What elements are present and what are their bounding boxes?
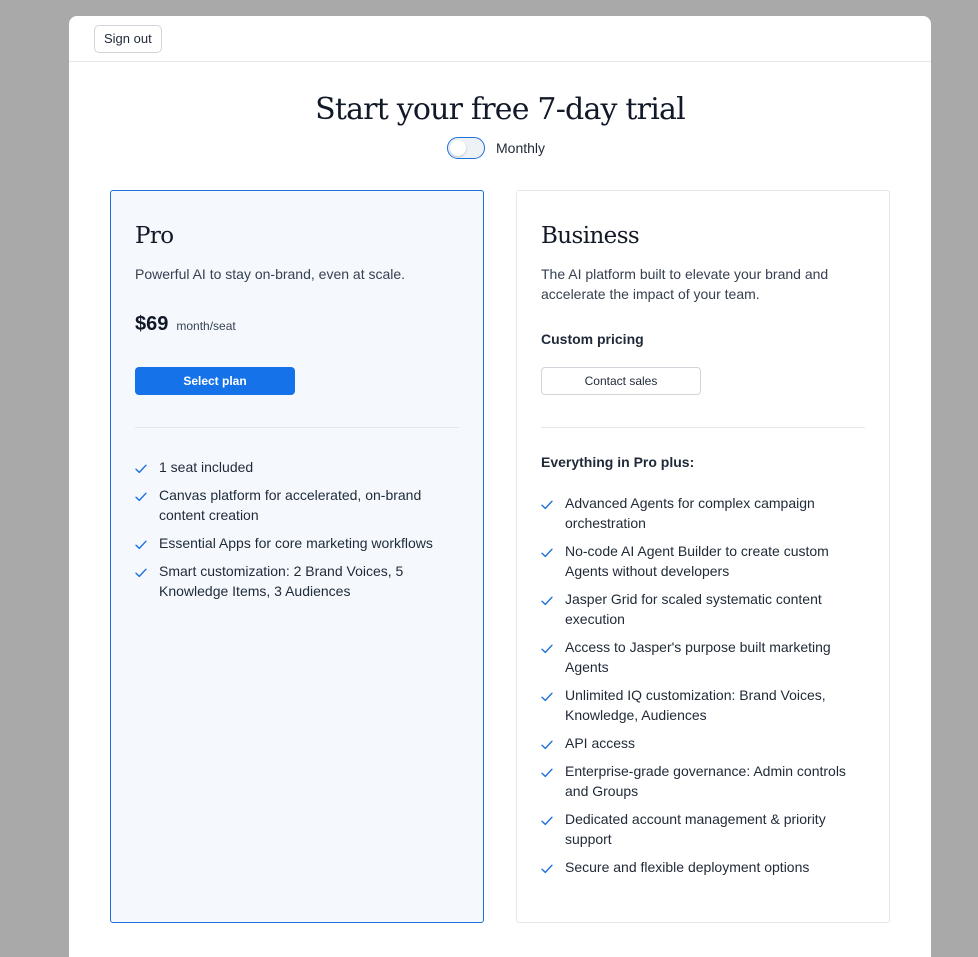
check-icon	[135, 561, 159, 581]
check-icon	[135, 533, 159, 553]
feature-item	[541, 541, 865, 581]
feature-item	[135, 457, 459, 477]
plan-card-pro	[110, 190, 484, 923]
trial-modal	[69, 16, 931, 957]
check-icon	[541, 685, 565, 705]
check-icon	[135, 485, 159, 505]
modal-header	[69, 16, 931, 62]
feature-text: Secure and flexible deployment options	[565, 859, 810, 875]
divider	[541, 427, 865, 428]
custom-pricing-label: Custom pricing	[541, 331, 644, 347]
feature-text: Essential Apps for core marketing workflows	[159, 535, 433, 551]
feature-text: Smart customization: 2 Brand Voices, 5 Knowledge Items, 3 Audiences	[159, 563, 404, 599]
feature-item	[135, 561, 459, 601]
sign-out-button[interactable]: Sign out	[94, 25, 162, 53]
feature-item	[135, 485, 459, 525]
feature-item	[541, 685, 865, 725]
feature-text: Advanced Agents for complex campaign orchestration	[565, 495, 815, 531]
feature-text: Unlimited IQ customization: Brand Voices, Knowledge, Audiences	[565, 687, 826, 723]
check-icon	[541, 637, 565, 657]
billing-toggle[interactable]	[447, 137, 485, 159]
page-title: Start your free 7-day trial	[315, 92, 685, 127]
feature-item	[541, 589, 865, 629]
plan-name: Business	[541, 223, 640, 249]
billing-toggle-row	[447, 137, 545, 159]
plan-price-unit: month/seat	[176, 319, 236, 333]
check-icon	[541, 857, 565, 877]
billing-toggle-label: Monthly	[496, 140, 546, 156]
feature-item	[541, 809, 865, 849]
plan-description: Powerful AI to stay on-brand, even at scale.	[135, 266, 406, 282]
check-icon	[135, 457, 159, 477]
check-icon	[541, 733, 565, 753]
feature-text: Canvas platform for accelerated, on-brand content creation	[159, 487, 422, 523]
feature-text: API access	[565, 735, 636, 751]
toggle-knob	[450, 140, 466, 156]
plan-name: Pro	[135, 223, 174, 249]
feature-item	[541, 493, 865, 533]
feature-text: Dedicated account management & priority support	[565, 811, 826, 847]
divider	[135, 427, 459, 428]
features-heading: Everything in Pro plus:	[541, 454, 695, 470]
plan-price: $69	[135, 313, 169, 335]
feature-item	[541, 733, 865, 753]
check-icon	[541, 761, 565, 781]
feature-item	[541, 857, 865, 877]
check-icon	[541, 809, 565, 829]
feature-list	[135, 457, 459, 609]
contact-sales-button[interactable]: Contact sales	[541, 367, 701, 395]
feature-text: Enterprise-grade governance: Admin controls and Groups	[565, 763, 846, 799]
check-icon	[541, 541, 565, 561]
check-icon	[541, 589, 565, 609]
plan-description: The AI platform built to elevate your brand and accelerate the impact of your team.	[541, 266, 829, 302]
feature-list	[541, 493, 865, 885]
price-row	[135, 313, 236, 336]
feature-text: Access to Jasper's purpose built marketing Agents	[565, 639, 831, 675]
check-icon	[541, 493, 565, 513]
feature-item	[135, 533, 459, 553]
plan-card-business	[516, 190, 890, 923]
select-plan-button[interactable]: Select plan	[135, 367, 295, 395]
feature-text: No-code AI Agent Builder to create custom Agents without developers	[565, 543, 829, 579]
feature-item	[541, 761, 865, 801]
feature-text: 1 seat included	[159, 459, 254, 475]
feature-text: Jasper Grid for scaled systematic content execution	[565, 591, 822, 627]
feature-item	[541, 637, 865, 677]
